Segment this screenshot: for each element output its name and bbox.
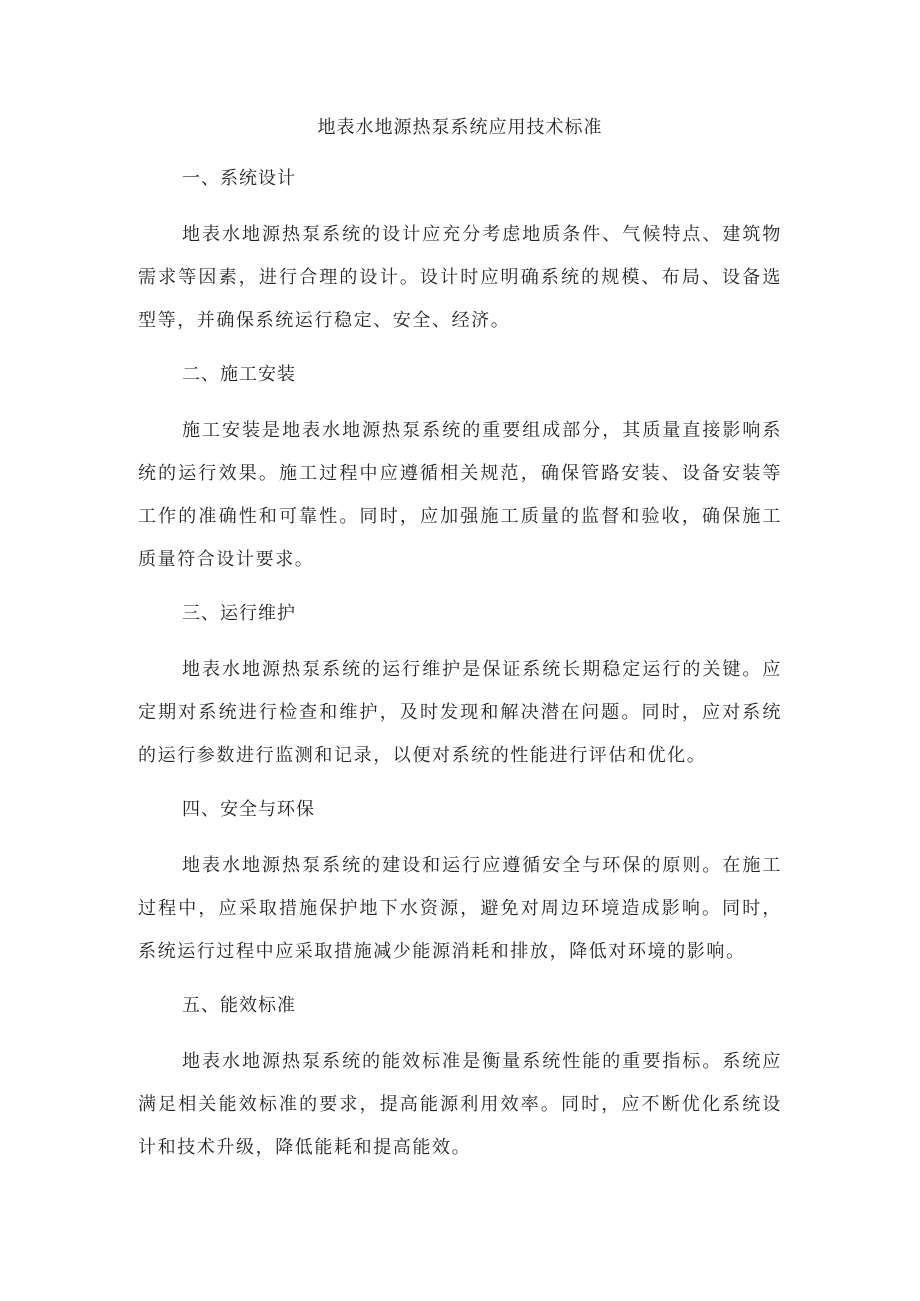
section-construction-installation: [138, 360, 782, 581]
section-heading: 二、施工安装: [182, 364, 296, 385]
section-body: 地表水地源热泵系统的运行维护是保证系统长期稳定运行的关键。应定期对系统进行检查和维护，及时发现和解决潜在问题。同时，应对系统的运行参数进行监测和记录，以便对系统的性能进行评估和优化。: [138, 659, 782, 766]
section-operation-maintenance: [138, 599, 782, 777]
section-body: 施工安装是地表水地源热泵系统的重要组成部分，其质量直接影响系统的运行效果。施工过程中应遵循相关规范，确保管路安装、设备安装等工作的准确性和可靠性。同时，应加强施工质量的监督和验收，确保施工质量符合设计要求。: [138, 420, 782, 570]
section-heading: 一、系统设计: [182, 168, 296, 189]
section-heading: 五、能效标准: [182, 995, 296, 1016]
section-body: 地表水地源热泵系统的能效标准是衡量系统性能的重要指标。系统应满足相关能效标准的要求，提高能源利用效率。同时，应不断优化系统设计和技术升级，降低能耗和提高能效。: [138, 1051, 782, 1158]
section-heading: 四、安全与环保: [182, 799, 315, 820]
section-energy-efficiency: [138, 991, 782, 1169]
document-title: 地表水地源热泵系统应用技术标准: [317, 117, 603, 138]
section-body: 地表水地源热泵系统的设计应充分考虑地质条件、气候特点、建筑物需求等因素，进行合理的设计。设计时应明确系统的规模、布局、设备选型等，并确保系统运行稳定、安全、经济。: [138, 224, 782, 331]
section-heading: 三、运行维护: [182, 603, 296, 624]
section-body: 地表水地源热泵系统的建设和运行应遵循安全与环保的原则。在施工过程中，应采取措施保护地下水资源，避免对周边环境造成影响。同时，系统运行过程中应采取措施减少能源消耗和排放，降低对环境的影响。: [138, 855, 782, 962]
section-safety-environment: [138, 795, 782, 973]
section-system-design: [138, 164, 782, 342]
